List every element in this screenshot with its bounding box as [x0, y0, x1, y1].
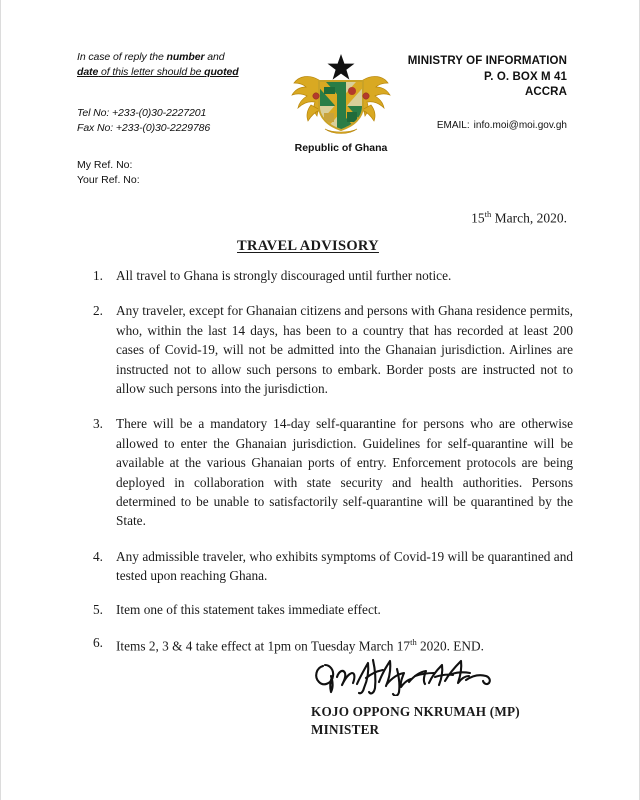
date-day: 15	[471, 210, 485, 226]
clause-number: 5.	[93, 601, 103, 617]
email-line	[437, 120, 567, 131]
coat-of-arms-block	[282, 50, 400, 154]
reply-note-quoted-bold: quoted	[204, 66, 239, 78]
your-ref-label: Your Ref. No:	[77, 173, 140, 186]
clause-text: Any traveler, except for Ghanaian citizens and persons with Ghana residence permits, who, within the last 14 days, has been to a country that has recorded at least 200 cases of Covid-19, will not be admitted into the Ghanaian jurisdiction. Airlines are instructed not to allow such persons to embark. Border posts are instructed not to allow such persons into the jurisdiction.	[116, 303, 573, 397]
handwritten-signature-icon	[311, 652, 511, 696]
letter-date	[1, 209, 567, 227]
clause-number: 4.	[93, 548, 103, 564]
letterhead	[1, 0, 639, 186]
list-item	[93, 600, 573, 619]
ministry-city: ACCRA	[524, 86, 567, 98]
email-address[interactable]: info.moi@moi.gov.gh	[473, 120, 567, 131]
page-title-text: TRAVEL ADVISORY	[237, 238, 379, 254]
clause-text: There will be a mandatory 14-day self-quarantine for persons who are otherwise allowed to enter the Ghanaian jurisdiction. Guidelines for self-quarantine will be available at the various Ghanaian ports of entry. Enforcement protocols are being deployed in collaboration with state security and health authorities. Persons determined to be unable to satisfactorily self-quarantine will be quarantined by the State.	[116, 416, 573, 529]
list-item	[93, 301, 573, 398]
clause-number: 3.	[93, 416, 103, 432]
list-item	[93, 266, 573, 285]
fax-line: Fax No: +233-(0)30-2229786	[77, 121, 211, 134]
reference-numbers	[77, 158, 140, 187]
page-title	[1, 238, 639, 255]
date-month-year: March, 2020.	[491, 210, 567, 226]
reply-note-middle: of this letter should be	[98, 66, 205, 78]
telephone-line: Tel No: +233-(0)30-2227201	[77, 107, 207, 119]
date-ordinal-suffix: th	[484, 209, 492, 219]
reply-note-prefix: In case of reply the	[77, 51, 167, 63]
signature-block	[311, 652, 520, 739]
ministry-name: MINISTRY OF INFORMATION	[407, 55, 567, 67]
reply-note-line-1	[77, 50, 239, 65]
email-label: EMAIL:	[436, 120, 470, 131]
my-ref-label: My Ref. No:	[77, 159, 133, 171]
list-item	[93, 414, 573, 530]
ministry-po-box: P. O. BOX M 41	[484, 70, 567, 83]
advisory-clause-list	[93, 266, 573, 670]
reply-note-suffix: and	[204, 51, 225, 63]
reply-note-number-bold: number	[166, 51, 205, 63]
signatory-role: MINISTER	[311, 722, 380, 737]
list-item	[93, 547, 573, 586]
clause-text-after: 2020. END.	[416, 638, 484, 654]
clause-number: 2.	[93, 303, 103, 319]
clause-text: All travel to Ghana is strongly discouraged until further notice.	[116, 268, 452, 283]
clause-number: 6.	[93, 635, 103, 651]
ghana-coat-of-arms-icon	[289, 50, 393, 136]
reply-note-date-bold: date	[77, 66, 99, 78]
clause-text-before: Items 2, 3 & 4 take effect at 1pm on Tuesday March 17	[116, 638, 411, 654]
contact-numbers	[77, 106, 210, 135]
clause-text: Any admissible traveler, who exhibits symptoms of Covid-19 will be quarantined and tested upon reaching Ghana.	[116, 548, 573, 584]
reply-note-line-2	[77, 65, 239, 80]
clause-text: Item one of this statement takes immediate effect.	[116, 601, 381, 617]
clause-number: 1.	[93, 268, 103, 283]
emblem-caption: Republic of Ghana	[294, 142, 388, 154]
clause-ordinal-suffix: th	[410, 637, 417, 648]
reply-instruction-note	[77, 50, 239, 80]
ministry-address-block	[408, 54, 567, 101]
black-star-icon	[328, 54, 355, 80]
signatory-name: KOJO OPPONG NKRUMAH (MP)	[311, 704, 520, 719]
